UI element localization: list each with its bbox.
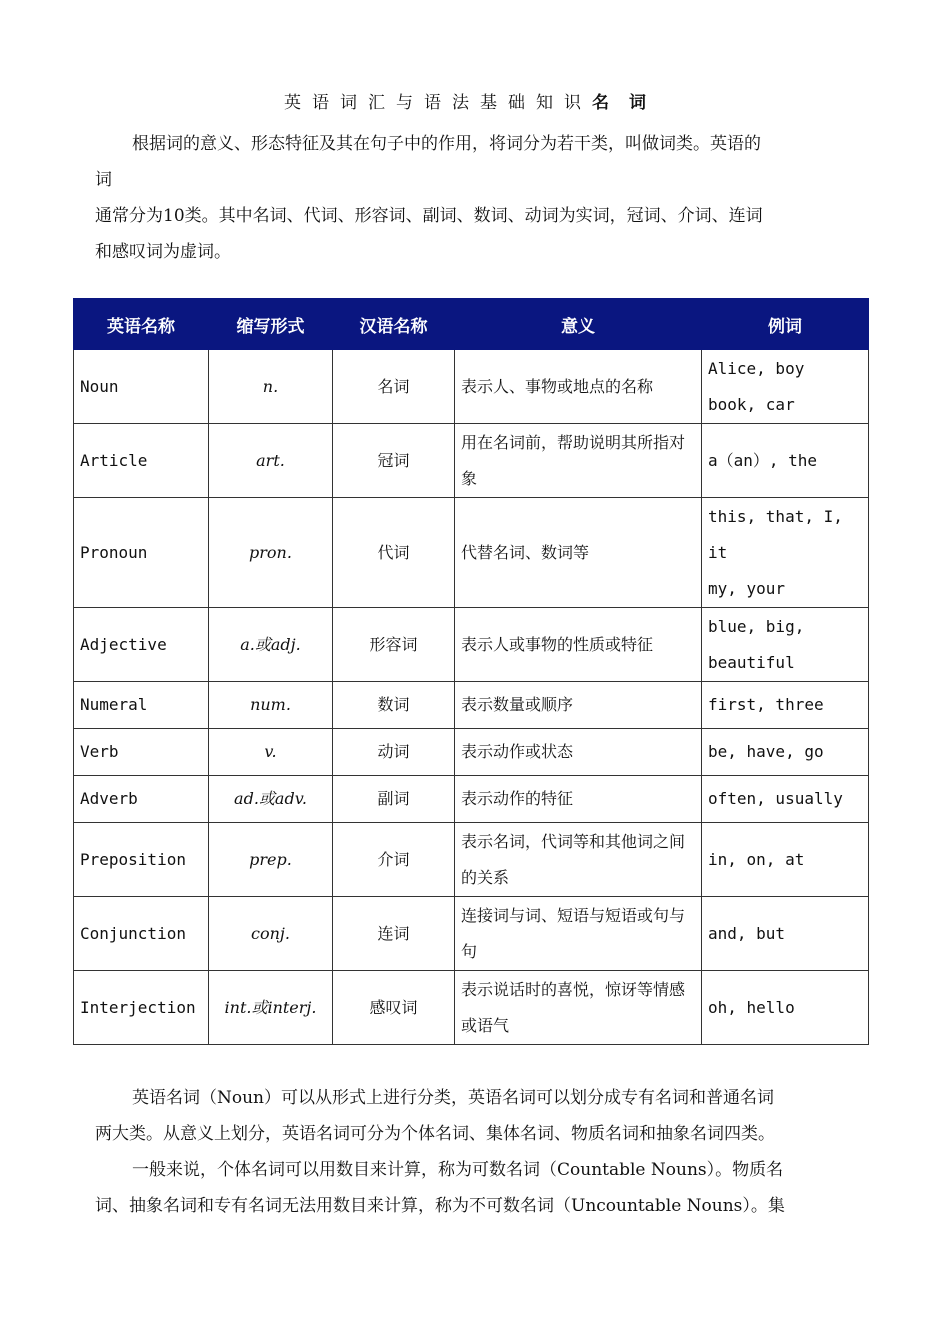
header-abbreviation: 缩写形式 <box>209 299 333 350</box>
table-header-row <box>74 299 869 350</box>
cell-abbreviation: int.或interj. <box>209 971 333 1045</box>
page-title <box>0 88 950 113</box>
cell-abbreviation: num. <box>209 682 333 729</box>
table-row <box>74 971 869 1045</box>
cell-abbreviation: pron. <box>209 498 333 608</box>
table-row <box>74 682 869 729</box>
cell-chinese-name: 动词 <box>333 729 455 776</box>
header-meaning: 意义 <box>455 299 702 350</box>
cell-english-name: Preposition <box>74 823 209 897</box>
table-row <box>74 897 869 971</box>
cell-abbreviation: conj. <box>209 897 333 971</box>
cell-abbreviation: v. <box>209 729 333 776</box>
cell-abbreviation: ad.或adv. <box>209 776 333 823</box>
table-row <box>74 498 869 608</box>
table-row <box>74 729 869 776</box>
body-p1-line-2: 两大类。从意义上划分，英语名词可分为个体名词、集体名词、物质名词和抽象名词四类。 <box>95 1124 775 1144</box>
cell-meaning: 表示人、事物或地点的名称 <box>455 350 702 424</box>
cell-meaning: 表示动作的特征 <box>455 776 702 823</box>
cell-chinese-name: 感叹词 <box>333 971 455 1045</box>
cell-examples: oh, hello <box>702 971 869 1045</box>
cell-meaning: 连接词与词、短语与短语或句与句 <box>455 897 702 971</box>
table-row <box>74 823 869 897</box>
cell-english-name: Verb <box>74 729 209 776</box>
cell-examples: often, usually <box>702 776 869 823</box>
cell-abbreviation: n. <box>209 350 333 424</box>
cell-english-name: Interjection <box>74 971 209 1045</box>
word-class-table <box>73 298 869 1045</box>
cell-chinese-name: 连词 <box>333 897 455 971</box>
table-row <box>74 424 869 498</box>
cell-examples: be, have, go <box>702 729 869 776</box>
body-p2-line-1: 一般来说，个体名词可以用数目来计算，称为可数名词（Countable Nouns）。物质名 <box>132 1160 784 1180</box>
header-chinese-name: 汉语名称 <box>333 299 455 350</box>
cell-meaning: 表示说话时的喜悦，惊讶等情感或语气 <box>455 971 702 1045</box>
cell-english-name: Adverb <box>74 776 209 823</box>
cell-english-name: Pronoun <box>74 498 209 608</box>
cell-english-name: Adjective <box>74 608 209 682</box>
intro-line-2: 词 <box>95 170 112 190</box>
table-row <box>74 608 869 682</box>
intro-line-4: 和感叹词为虚词。 <box>95 242 231 262</box>
cell-english-name: Article <box>74 424 209 498</box>
title-main: 英语词汇与语法基础知识 <box>284 93 592 113</box>
title-bold: 名词 <box>592 93 666 113</box>
cell-chinese-name: 数词 <box>333 682 455 729</box>
cell-examples: this, that, I, it my, your <box>702 498 869 608</box>
cell-english-name: Numeral <box>74 682 209 729</box>
cell-examples: blue, big, beautiful <box>702 608 869 682</box>
header-english-name: 英语名称 <box>74 299 209 350</box>
intro-line-1: 根据词的意义、形态特征及其在句子中的作用，将词分为若干类，叫做词类。英语的 <box>132 134 761 154</box>
cell-examples: Alice, boy book, car <box>702 350 869 424</box>
cell-meaning: 代替名词、数词等 <box>455 498 702 608</box>
body-p1-line-1: 英语名词（Noun）可以从形式上进行分类，英语名词可以划分成专有名词和普通名词 <box>132 1088 775 1108</box>
cell-chinese-name: 介词 <box>333 823 455 897</box>
cell-chinese-name: 冠词 <box>333 424 455 498</box>
body-p2-line-2: 词、抽象名词和专有名词无法用数目来计算，称为不可数名词（Uncountable Nouns）。集 <box>95 1196 785 1216</box>
cell-abbreviation: a.或adj. <box>209 608 333 682</box>
cell-meaning: 表示动作或状态 <box>455 729 702 776</box>
cell-chinese-name: 副词 <box>333 776 455 823</box>
cell-meaning: 表示名词，代词等和其他词之间的关系 <box>455 823 702 897</box>
cell-chinese-name: 名词 <box>333 350 455 424</box>
cell-examples: in, on, at <box>702 823 869 897</box>
cell-examples: first, three <box>702 682 869 729</box>
cell-abbreviation: art. <box>209 424 333 498</box>
table-row <box>74 350 869 424</box>
cell-examples: and, but <box>702 897 869 971</box>
header-examples: 例词 <box>702 299 869 350</box>
cell-chinese-name: 形容词 <box>333 608 455 682</box>
cell-examples: a（an）, the <box>702 424 869 498</box>
cell-meaning: 表示人或事物的性质或特征 <box>455 608 702 682</box>
cell-meaning: 用在名词前，帮助说明其所指对象 <box>455 424 702 498</box>
cell-english-name: Conjunction <box>74 897 209 971</box>
table-row <box>74 776 869 823</box>
cell-chinese-name: 代词 <box>333 498 455 608</box>
cell-english-name: Noun <box>74 350 209 424</box>
intro-line-3: 通常分为10类。其中名词、代词、形容词、副词、数词、动词为实词，冠词、介词、连词 <box>95 206 763 226</box>
cell-abbreviation: prep. <box>209 823 333 897</box>
cell-meaning: 表示数量或顺序 <box>455 682 702 729</box>
